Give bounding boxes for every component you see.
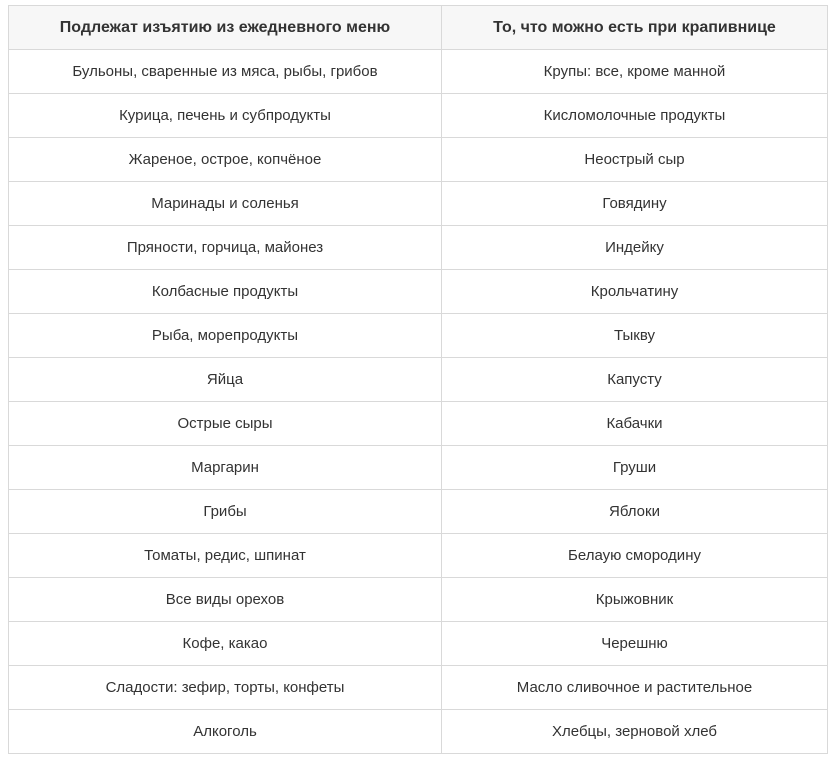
excluded-food-cell: Острые сыры <box>9 402 442 446</box>
allowed-food-cell: Кабачки <box>442 402 828 446</box>
table-body <box>9 50 828 754</box>
allowed-food-cell: Неострый сыр <box>442 138 828 182</box>
allowed-food-cell: Груши <box>442 446 828 490</box>
allowed-food-cell: Яблоки <box>442 490 828 534</box>
allowed-food-cell: Крольчатину <box>442 270 828 314</box>
excluded-food-cell: Жареное, острое, копчёное <box>9 138 442 182</box>
allowed-food-cell: Тыкву <box>442 314 828 358</box>
excluded-food-cell: Кофе, какао <box>9 622 442 666</box>
table-row <box>9 666 828 710</box>
table-header-row <box>9 6 828 50</box>
excluded-food-cell: Томаты, редис, шпинат <box>9 534 442 578</box>
table-row <box>9 710 828 754</box>
allowed-food-cell: Масло сливочное и растительное <box>442 666 828 710</box>
allowed-food-cell: Белаую смородину <box>442 534 828 578</box>
header-allowed-foods: То, что можно есть при крапивнице <box>442 6 828 50</box>
table-row <box>9 490 828 534</box>
allowed-food-cell: Индейку <box>442 226 828 270</box>
table-row <box>9 182 828 226</box>
excluded-food-cell: Бульоны, сваренные из мяса, рыбы, грибов <box>9 50 442 94</box>
table-row <box>9 270 828 314</box>
table-row <box>9 314 828 358</box>
excluded-food-cell: Рыба, морепродукты <box>9 314 442 358</box>
allowed-food-cell: Хлебцы, зерновой хлеб <box>442 710 828 754</box>
allowed-food-cell: Крупы: все, кроме манной <box>442 50 828 94</box>
excluded-food-cell: Алкоголь <box>9 710 442 754</box>
header-excluded-foods: Подлежат изъятию из ежедневного меню <box>9 6 442 50</box>
table-row <box>9 402 828 446</box>
excluded-food-cell: Грибы <box>9 490 442 534</box>
table-row <box>9 446 828 490</box>
excluded-food-cell: Яйца <box>9 358 442 402</box>
excluded-food-cell: Маринады и соленья <box>9 182 442 226</box>
excluded-food-cell: Колбасные продукты <box>9 270 442 314</box>
excluded-food-cell: Курица, печень и субпродукты <box>9 94 442 138</box>
excluded-food-cell: Все виды орехов <box>9 578 442 622</box>
table-row <box>9 622 828 666</box>
diet-table <box>8 5 828 754</box>
allowed-food-cell: Крыжовник <box>442 578 828 622</box>
excluded-food-cell: Сладости: зефир, торты, конфеты <box>9 666 442 710</box>
allowed-food-cell: Кисломолочные продукты <box>442 94 828 138</box>
table-row <box>9 138 828 182</box>
allowed-food-cell: Черешню <box>442 622 828 666</box>
table-row <box>9 94 828 138</box>
table-row <box>9 50 828 94</box>
table-row <box>9 358 828 402</box>
table-row <box>9 578 828 622</box>
excluded-food-cell: Пряности, горчица, майонез <box>9 226 442 270</box>
excluded-food-cell: Маргарин <box>9 446 442 490</box>
allowed-food-cell: Капусту <box>442 358 828 402</box>
table-row <box>9 534 828 578</box>
allowed-food-cell: Говядину <box>442 182 828 226</box>
table-row <box>9 226 828 270</box>
